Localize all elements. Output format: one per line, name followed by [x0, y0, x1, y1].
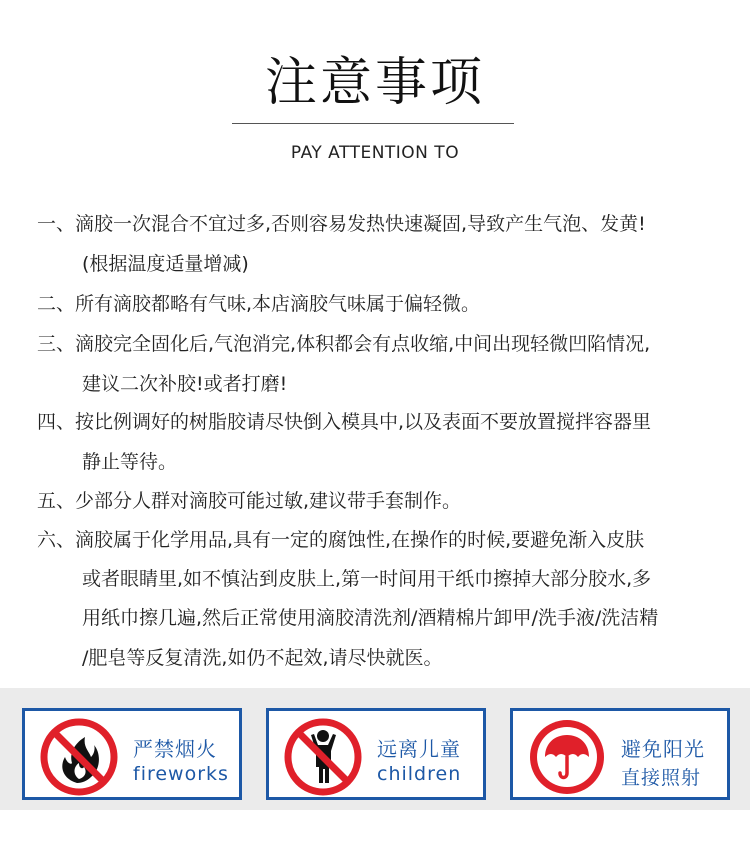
- note-line: 一、滴胶一次混合不宜过多,否则容易发热快速凝固,导致产生气泡、发黄!: [37, 213, 646, 235]
- note-line: 二、所有滴胶都略有气味,本店滴胶气味属于偏轻微。: [37, 293, 481, 315]
- sign-label-en: 直接照射: [621, 767, 702, 789]
- no-children-icon: [283, 717, 363, 797]
- note-line: 用纸巾擦几遍,然后正常使用滴胶清洗剂/酒精棉片卸甲/洗手液/洗洁精: [82, 607, 659, 629]
- note-line: 建议二次补胶!或者打磨!: [82, 373, 288, 395]
- page-title: 注意事项: [264, 53, 485, 113]
- sign-label-en: fireworks: [133, 763, 229, 785]
- sign-label-en: children: [377, 763, 462, 785]
- sign-label-cn: 远离儿童: [377, 737, 461, 761]
- note-line: 三、滴胶完全固化后,气泡消完,体积都会有点收缩,中间出现轻微凹陷情况,: [37, 333, 651, 355]
- note-line: 或者眼睛里,如不慎沾到皮肤上,第一时间用干纸巾擦掉大部分胶水,多: [82, 568, 652, 590]
- sign-avoid-sunlight: [510, 708, 730, 800]
- sign-label-cn: 严禁烟火: [133, 737, 217, 761]
- no-fireworks-icon: [39, 717, 119, 797]
- umbrella-no-sun-icon: [527, 717, 607, 797]
- sign-label-cn: 避免阳光: [621, 737, 705, 761]
- note-line: 六、滴胶属于化学用品,具有一定的腐蚀性,在操作的时候,要避免渐入皮肤: [37, 529, 645, 551]
- sign-keep-from-children: [266, 708, 486, 800]
- note-line: 静止等待。: [82, 451, 178, 473]
- sign-no-fireworks: [22, 708, 242, 800]
- note-line: 五、少部分人群对滴胶可能过敏,建议带手套制作。: [37, 490, 462, 512]
- page-subtitle: PAY ATTENTION TO: [290, 143, 460, 163]
- note-line: 四、按比例调好的树脂胶请尽快倒入模具中,以及表面不要放置搅拌容器里: [37, 411, 652, 433]
- note-line: (根据温度适量增减): [82, 253, 249, 275]
- note-line: /肥皂等反复清洗,如仍不起效,请尽快就医。: [82, 647, 443, 669]
